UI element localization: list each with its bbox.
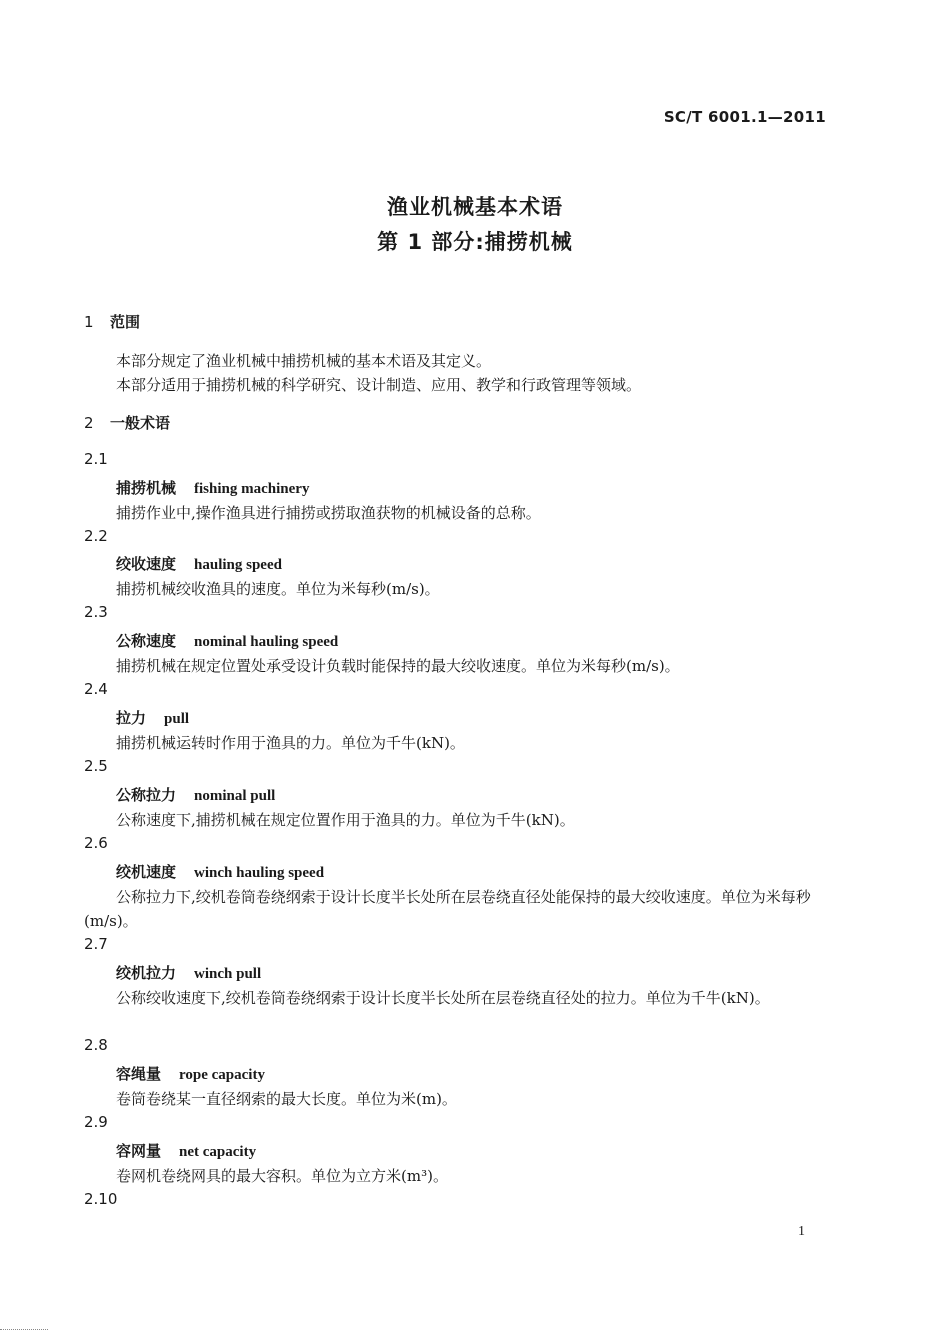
term-definition: 捕捞作业中,操作渔具进行捕捞或捞取渔获物的机械设备的总称。: [116, 504, 541, 522]
term-entry: [116, 1140, 256, 1161]
term-definition: 捕捞机械绞收渔具的速度。单位为米每秒(m/s)。: [116, 580, 440, 598]
scan-edge-mark: [0, 1329, 48, 1330]
term-zh: 公称拉力: [116, 786, 177, 804]
term-zh: 公称速度: [116, 632, 177, 650]
term-en: rope capacity: [179, 1067, 265, 1083]
term-en: hauling speed: [194, 557, 282, 573]
term-entry: [116, 1063, 265, 1084]
term-definition: 卷筒卷绕某一直径纲索的最大长度。单位为米(m)。: [116, 1090, 457, 1108]
term-en: nominal hauling speed: [194, 634, 339, 650]
term-entry: [116, 630, 338, 651]
term-entry: [116, 477, 309, 498]
section-title: 范围: [110, 313, 141, 331]
scope-paragraph: 本部分适用于捕捞机械的科学研究、设计制造、应用、教学和行政管理等领域。: [116, 376, 642, 394]
clause-number: 2.5: [84, 757, 108, 775]
term-en: nominal pull: [194, 788, 276, 804]
section-number: 2: [84, 414, 94, 432]
term-en: pull: [164, 711, 190, 727]
section-number: 1: [84, 313, 94, 331]
term-entry: [116, 553, 282, 574]
clause-number: 2.2: [84, 527, 108, 545]
clause-number: 2.1: [84, 450, 108, 468]
scope-paragraph: 本部分规定了渔业机械中捕捞机械的基本术语及其定义。: [116, 352, 492, 370]
document-title: 渔业机械基本术语: [387, 195, 563, 219]
term-definition: 公称速度下,捕捞机械在规定位置作用于渔具的力。单位为千牛(kN)。: [116, 811, 575, 829]
term-zh: 捕捞机械: [116, 479, 177, 497]
clause-number: 2.6: [84, 834, 108, 852]
term-definition: 公称拉力下,绞机卷筒卷绕纲索于设计长度半长处所在层卷绕直径处能保持的最大绞收速度。单位为米每秒(m/s)。: [84, 888, 811, 930]
term-definition: 捕捞机械在规定位置处承受设计负载时能保持的最大绞收速度。单位为米每秒(m/s)。: [116, 657, 680, 675]
section-title: 一般术语: [110, 414, 171, 432]
clause-number: 2.10: [84, 1190, 118, 1208]
clause-number: 2.8: [84, 1036, 108, 1054]
term-entry: [116, 962, 261, 983]
term-zh: 绞机拉力: [116, 964, 177, 982]
term-zh: 拉力: [116, 709, 147, 727]
clause-number: 2.7: [84, 935, 108, 953]
standard-code: SC/T 6001.1—2011: [663, 108, 826, 126]
term-definition: 公称绞收速度下,绞机卷筒卷绕纲索于设计长度半长处所在层卷绕直径处的拉力。单位为千牛(kN)。: [116, 989, 770, 1007]
term-en: net capacity: [179, 1144, 257, 1160]
term-zh: 绞机速度: [116, 863, 177, 881]
clause-number: 2.3: [84, 603, 108, 621]
term-entry: [116, 861, 324, 882]
term-entry: [116, 784, 275, 805]
document-subtitle: 第 1 部分:捕捞机械: [377, 230, 573, 254]
term-zh: 绞收速度: [116, 555, 177, 573]
clause-number: 2.4: [84, 680, 108, 698]
term-zh: 容绳量: [116, 1065, 162, 1083]
term-en: winch hauling speed: [194, 865, 325, 881]
term-en: fishing machinery: [194, 481, 310, 497]
term-zh: 容网量: [116, 1142, 162, 1160]
term-definition: 卷网机卷绕网具的最大容积。单位为立方米(m³)。: [116, 1167, 448, 1185]
clause-number: 2.9: [84, 1113, 108, 1131]
page-number: 1: [798, 1224, 805, 1239]
section-heading-general-terms: [84, 412, 170, 433]
term-definition: 捕捞机械运转时作用于渔具的力。单位为千牛(kN)。: [116, 734, 465, 752]
term-entry: [116, 707, 189, 728]
section-heading-scope: [84, 311, 140, 332]
term-en: winch pull: [194, 966, 262, 982]
